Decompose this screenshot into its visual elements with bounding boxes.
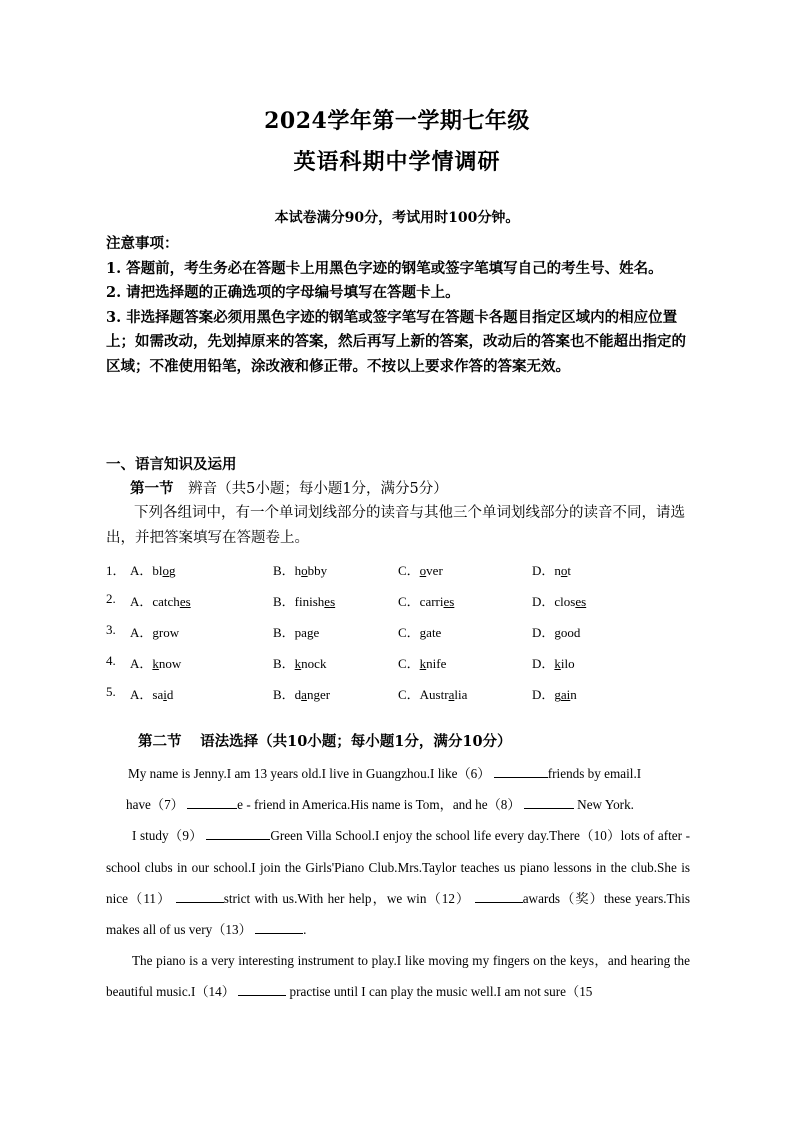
answer-blank: [206, 827, 270, 840]
option-d: D．kilo: [532, 656, 575, 671]
passage-paragraph: have（7） e - friend in America.His name is Tom，and he（8） New York.: [126, 797, 634, 813]
notes-heading: 注意事项：: [106, 235, 179, 252]
option-a: A．catches: [130, 594, 191, 609]
question-number: 5.: [106, 684, 116, 699]
option-b: B．page: [273, 625, 320, 640]
section-title: 一、语言知识及运用: [106, 456, 237, 473]
note-item: 1. 答题前，考生务必在答题卡上用黑色字迹的钢笔或签字笔填写自己的考生号、姓名。: [106, 259, 663, 277]
grammar-passage: [106, 758, 690, 1008]
answer-blank: [494, 765, 548, 778]
answer-blank: [255, 921, 303, 934]
part1-header: [130, 477, 448, 498]
note-item: 2. 请把选择题的正确选项的字母编号填写在答题卡上。: [106, 284, 460, 301]
part2-header: [138, 730, 512, 751]
part1-topic: 辨音（共5小题；每小题1分，满分5分）: [188, 481, 448, 497]
passage-paragraph: I study（9） Green Villa School.I enjoy the school life every day.There（10）lots of after - school clubs in our school.I join the Girls'Piano Club.Mrs.Taylor teaches us piano lessons in the club.She is nice（11） strict with us.With her help，we win（12） awards（奖）these years.This makes all of us very（13） .: [106, 828, 691, 938]
part2-name: 第二节: [138, 733, 182, 750]
answer-blank: [524, 796, 574, 809]
exam-subtitle: 英语科期中学情调研: [293, 149, 501, 175]
option-a: A．blog: [130, 563, 176, 578]
option-a: A．grow: [130, 625, 180, 640]
option-b: B．hobby: [273, 563, 328, 578]
question-row: [106, 560, 706, 580]
answer-blank: [238, 983, 286, 996]
option-a: A．know: [130, 656, 182, 671]
part2-topic: 语法选择（共10小题；每小题1分，满分10分）: [200, 733, 512, 750]
option-c: C．knife: [398, 656, 447, 671]
question-row: [106, 622, 706, 642]
option-a: A．said: [130, 687, 174, 702]
passage-paragraph: My name is Jenny.I am 13 years old.I live in Guangzhou.I like（6） friends by email.I: [128, 766, 642, 781]
option-c: C．over: [398, 563, 443, 578]
option-b: B．knock: [273, 656, 327, 671]
option-d: D．closes: [532, 594, 587, 609]
option-c: C．Australia: [398, 687, 468, 702]
option-d: D．not: [532, 563, 572, 578]
option-c: C．carries: [398, 594, 455, 609]
exam-info: 本试卷满分90分，考试用时100分钟。: [274, 210, 520, 226]
notes-section: [106, 232, 692, 379]
option-d: D．good: [532, 625, 581, 640]
question-row: [106, 653, 706, 673]
exam-title: 2024学年第一学期七年级: [264, 108, 530, 134]
answer-blank: [475, 890, 523, 903]
question-number: 2.: [106, 591, 116, 606]
option-d: D．gain: [532, 687, 577, 702]
question-number: 4.: [106, 653, 116, 668]
part1-name: 第一节: [130, 480, 174, 497]
question-number: 1．: [106, 563, 126, 578]
option-b: B．danger: [273, 687, 331, 702]
answer-blank: [187, 796, 237, 809]
note-item: 3. 非选择题答案必须用黑色字迹的钢笔或签字笔写在答题卡各题目指定区域内的相应位置上；如需改动，先划掉原来的答案，然后再写上新的答案，改动后的答案也不能超出指定的区域；不准使用铅笔，涂改液和修正带。不按以上要求作答的答案无效。: [106, 308, 686, 375]
passage-paragraph: The piano is a very interesting instrument to play.I like moving my fingers on the keys，and hearing the beautiful music.I（14） practise until I can play the music well.I am not sure（15: [106, 953, 690, 1000]
question-row: [106, 591, 706, 611]
option-c: C．gate: [398, 625, 442, 640]
option-b: B．finishes: [273, 594, 336, 609]
question-row: [106, 684, 706, 704]
instruction-text: 下列各组词中，有一个单词划线部分的读音与其他三个单词划线部分的读音不同，请选出，并把答案填写在答题卷上。: [106, 505, 685, 546]
answer-blank: [176, 890, 224, 903]
part1-instruction: [106, 501, 696, 551]
question-number: 3.: [106, 622, 116, 637]
